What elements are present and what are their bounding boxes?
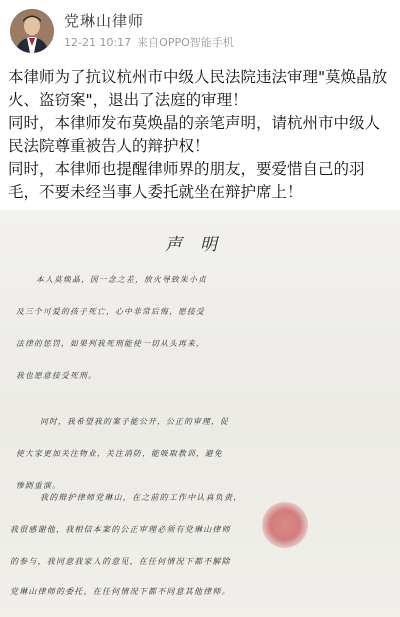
statement-line: 我很感谢他，我相信本案的公正审理必须有党琳山律师 (10, 525, 231, 534)
statement-photo[interactable] (0, 210, 400, 617)
statement-line: 及三个可爱的孩子死亡，心中非常后悔，愿接受 (16, 307, 205, 316)
post-text (8, 66, 394, 204)
post-paragraph: 同时，本律师发布莫焕晶的亲笔声明，请杭州市中级人民法院尊重被告人的辩护权！ (8, 114, 381, 155)
statement-line: 的参与，我同意我家人的意见，在任何情况下都不解除 (10, 557, 231, 566)
post-paragraph: 同时，本律师也提醒律师界的朋友，要爱惜自己的羽毛，不要未经当事人委托就坐在辩护席上！ (8, 160, 365, 201)
post-source: 来自OPPO智能手机 (137, 36, 234, 49)
author-name[interactable]: 党琳山律师 (64, 12, 145, 30)
statement-line: 我的辩护律师党琳山，在之前的工作中认真负责， (40, 493, 243, 502)
post-date: 12-21 10:17 (64, 36, 132, 49)
avatar[interactable] (10, 9, 54, 53)
statement-line: 我也愿意接受死刑。 (16, 371, 97, 380)
statement-line: 使大家更加关注物业，关注消防，能吸取教训，避免 (16, 449, 223, 458)
statement-title: 声明 (165, 235, 235, 255)
post-paragraph: 本律师为了抗议杭州市中级人民法院违法审理"莫焕晶放火、盗窃案"，退出了法庭的审理！ (8, 68, 388, 109)
post-meta (64, 34, 234, 50)
post-header (0, 0, 400, 62)
red-fingerprint-seal (262, 502, 308, 548)
statement-line: 本人莫焕晶，因一念之差，放火导致朱小贞 (36, 275, 207, 284)
statement-line: 惨剧重演。 (16, 481, 61, 490)
statement-line: 同时，我希望我的案子能公开，公正的审理，促 (40, 417, 229, 426)
statement-line: 法律的惩罚，如果判我死刑能使一切从头再来， (16, 339, 205, 348)
statement-line: 党琳山律师的委托，在任何情况下都不同意其他律师。 (10, 587, 231, 596)
